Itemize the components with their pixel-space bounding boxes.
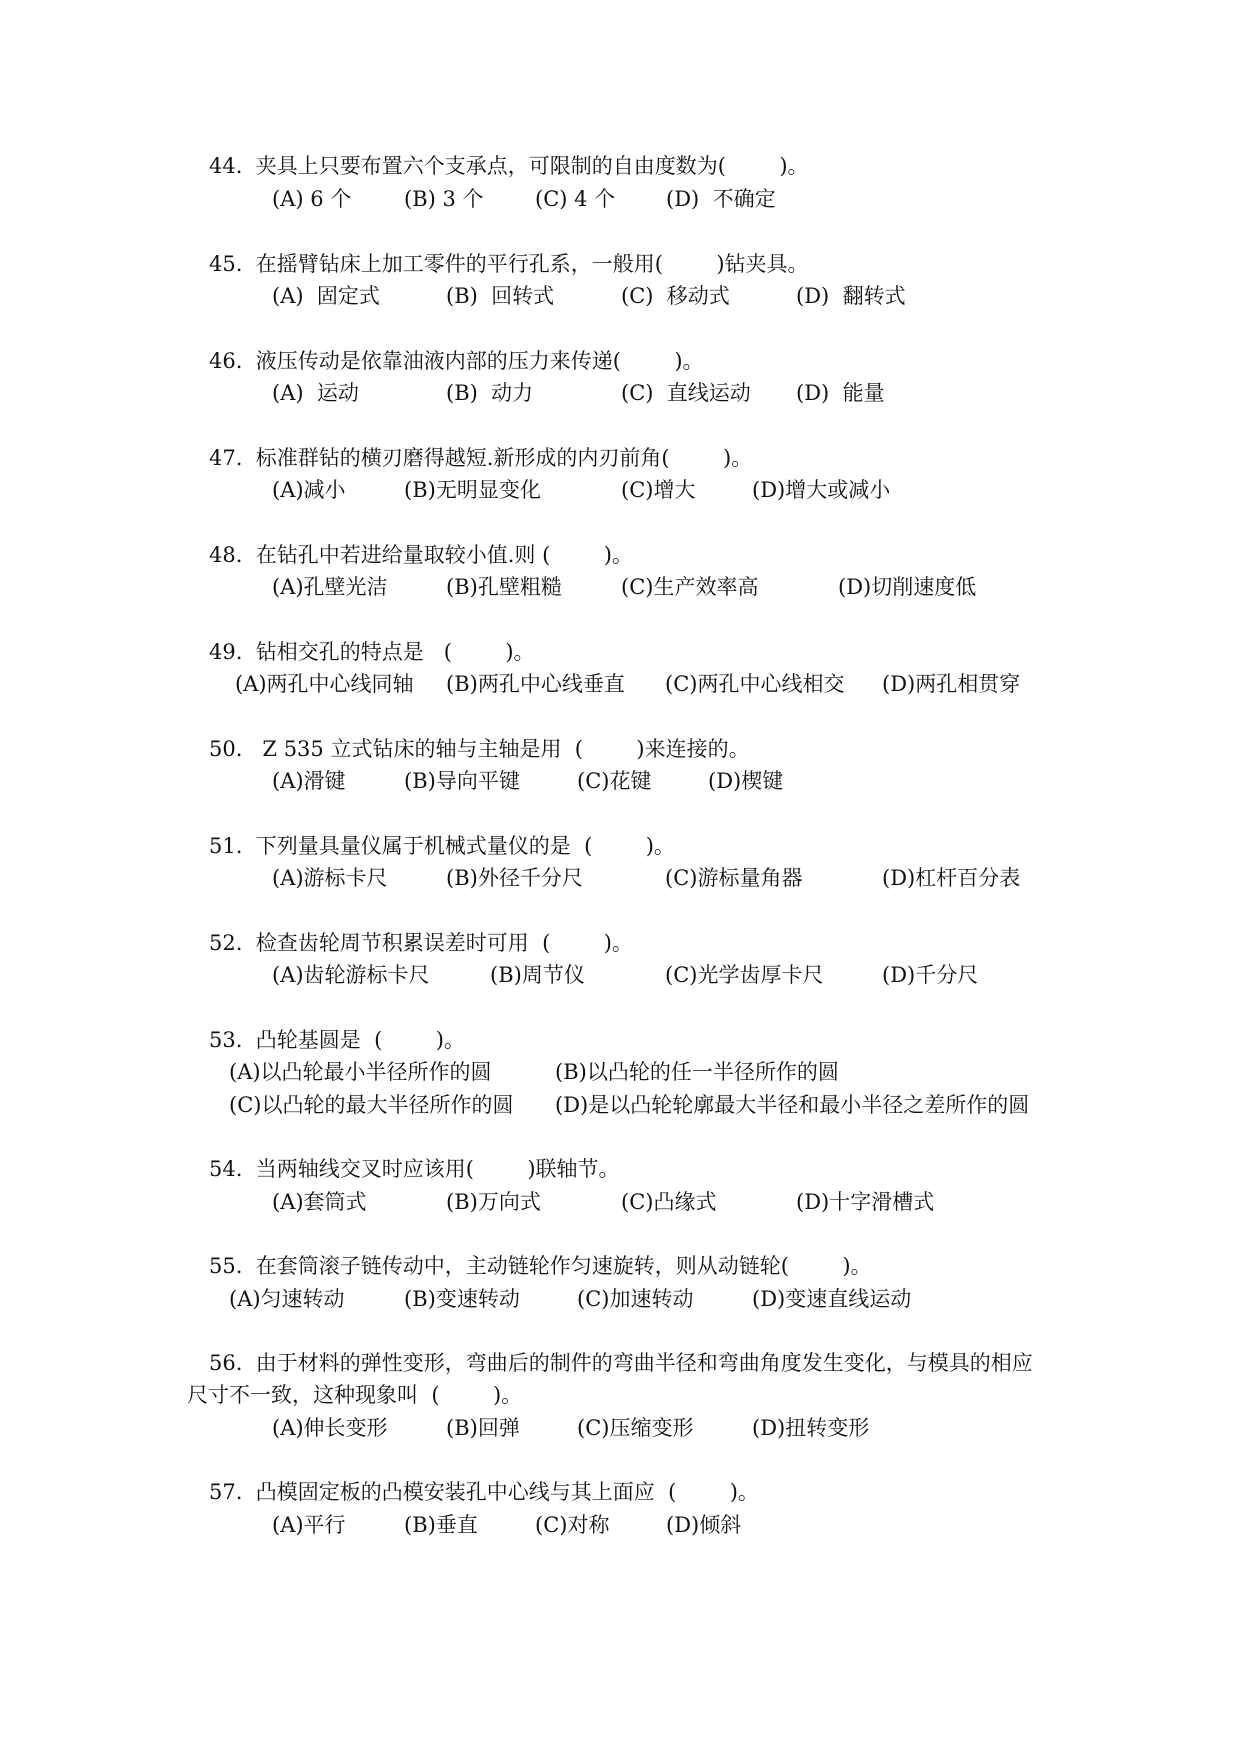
option-c: (C) 直线运动 (621, 381, 751, 405)
option-d: (D)楔键 (708, 769, 784, 793)
option-d: (D)十字滑槽式 (796, 1190, 935, 1214)
option-c: (C)游标量角器 (665, 866, 803, 890)
question-text: 51. 下列量具量仪属于机械式量仪的是 ( )。 (209, 834, 675, 858)
option-b: (B)垂直 (404, 1513, 478, 1537)
question-text-continued: 尺寸不一致，这种现象叫 ( )。 (187, 1383, 523, 1407)
option-a: (A)减小 (272, 478, 346, 502)
option-d: (D)变速直线运动 (752, 1287, 912, 1311)
option-d: (D)杠杆百分表 (882, 866, 1021, 890)
question-text: 55. 在套筒滚子链传动中，主动链轮作匀速旋转，则从动链轮( )。 (209, 1254, 872, 1278)
option-c: (C)加速转动 (577, 1287, 694, 1311)
option-b: (B) 动力 (446, 381, 534, 405)
option-a: (A)孔壁光洁 (272, 575, 388, 599)
question-text: 46. 液压传动是依靠油液内部的压力来传递( )。 (209, 349, 704, 373)
option-a: (A) 运动 (272, 381, 359, 405)
option-b: (B)以凸轮的任一半径所作的圆 (555, 1060, 839, 1084)
option-d: (D)千分尺 (882, 963, 979, 987)
option-a: (A)滑键 (272, 769, 346, 793)
question-text: 45. 在摇臂钻床上加工零件的平行孔系，一般用( )钻夹具。 (209, 252, 809, 276)
option-a: (A)两孔中心线同轴 (235, 672, 414, 696)
option-a: (A)齿轮游标卡尺 (272, 963, 430, 987)
option-b: (B)两孔中心线垂直 (446, 672, 625, 696)
option-a: (A) 6 个 (272, 187, 352, 211)
option-b: (B) 回转式 (446, 284, 555, 308)
option-b: (B)万向式 (446, 1190, 541, 1214)
option-d: (D)倾斜 (666, 1513, 742, 1537)
option-b: (B)变速转动 (404, 1287, 520, 1311)
option-c: (C)凸缘式 (621, 1190, 717, 1214)
option-c: (C)花键 (577, 769, 652, 793)
option-c: (C)压缩变形 (577, 1416, 694, 1440)
question-text: 54. 当两轴线交叉时应该用( )联轴节。 (209, 1157, 620, 1181)
option-d: (D) 不确定 (666, 187, 776, 211)
option-d: (D) 能量 (796, 381, 885, 405)
option-b: (B)回弹 (446, 1416, 520, 1440)
question-text: 52. 检查齿轮周节积累误差时可用 ( )。 (209, 931, 633, 955)
question-text: 44. 夹具上只要布置六个支承点，可限制的自由度数为( )。 (209, 154, 809, 178)
option-c: (C)对称 (535, 1513, 610, 1537)
option-a: (A)匀速转动 (229, 1287, 345, 1311)
option-d: (D)扭转变形 (752, 1416, 870, 1440)
question-text: 47. 标准群钻的横刃磨得越短.新形成的内刃前角( )。 (209, 446, 753, 470)
option-a: (A)伸长变形 (272, 1416, 388, 1440)
option-d: (D)切削速度低 (838, 575, 977, 599)
option-c: (C) 4 个 (535, 187, 616, 211)
question-text: 57. 凸模固定板的凸模安装孔中心线与其上面应 ( )。 (209, 1480, 759, 1504)
option-a: (A)以凸轮最小半径所作的圆 (229, 1060, 492, 1084)
option-d: (D)增大或减小 (752, 478, 891, 502)
option-c: (C)生产效率高 (621, 575, 759, 599)
option-d: (D)是以凸轮轮廓最大半径和最小半径之差所作的圆 (555, 1093, 1030, 1117)
question-text: 50. Z 535 立式钻床的轴与主轴是用 ( )来连接的。 (209, 737, 750, 761)
option-b: (B)导向平键 (404, 769, 520, 793)
option-a: (A)游标卡尺 (272, 866, 388, 890)
option-a: (A)平行 (272, 1513, 346, 1537)
option-c: (C)增大 (621, 478, 696, 502)
question-text: 48. 在钻孔中若进给量取较小值.则 ( )。 (209, 543, 633, 567)
option-c: (C) 移动式 (621, 284, 730, 308)
option-c: (C)两孔中心线相交 (665, 672, 845, 696)
option-a: (A)套筒式 (272, 1190, 367, 1214)
option-b: (B)孔壁粗糙 (446, 575, 562, 599)
question-text: 53. 凸轮基圆是 ( )。 (209, 1028, 465, 1052)
option-b: (B)周节仪 (490, 963, 585, 987)
option-c: (C)光学齿厚卡尺 (665, 963, 824, 987)
question-text: 56. 由于材料的弹性变形，弯曲后的制件的弯曲半径和弯曲角度发生变化，与模具的相应 (209, 1351, 1033, 1375)
option-a: (A) 固定式 (272, 284, 380, 308)
option-d: (D)两孔相贯穿 (882, 672, 1021, 696)
option-c: (C)以凸轮的最大半径所作的圆 (229, 1093, 514, 1117)
option-b: (B) 3 个 (404, 187, 484, 211)
option-b: (B)外径千分尺 (446, 866, 583, 890)
option-d: (D) 翻转式 (796, 284, 906, 308)
option-b: (B)无明显变化 (404, 478, 541, 502)
question-text: 49. 钻相交孔的特点是 ( )。 (209, 640, 535, 664)
